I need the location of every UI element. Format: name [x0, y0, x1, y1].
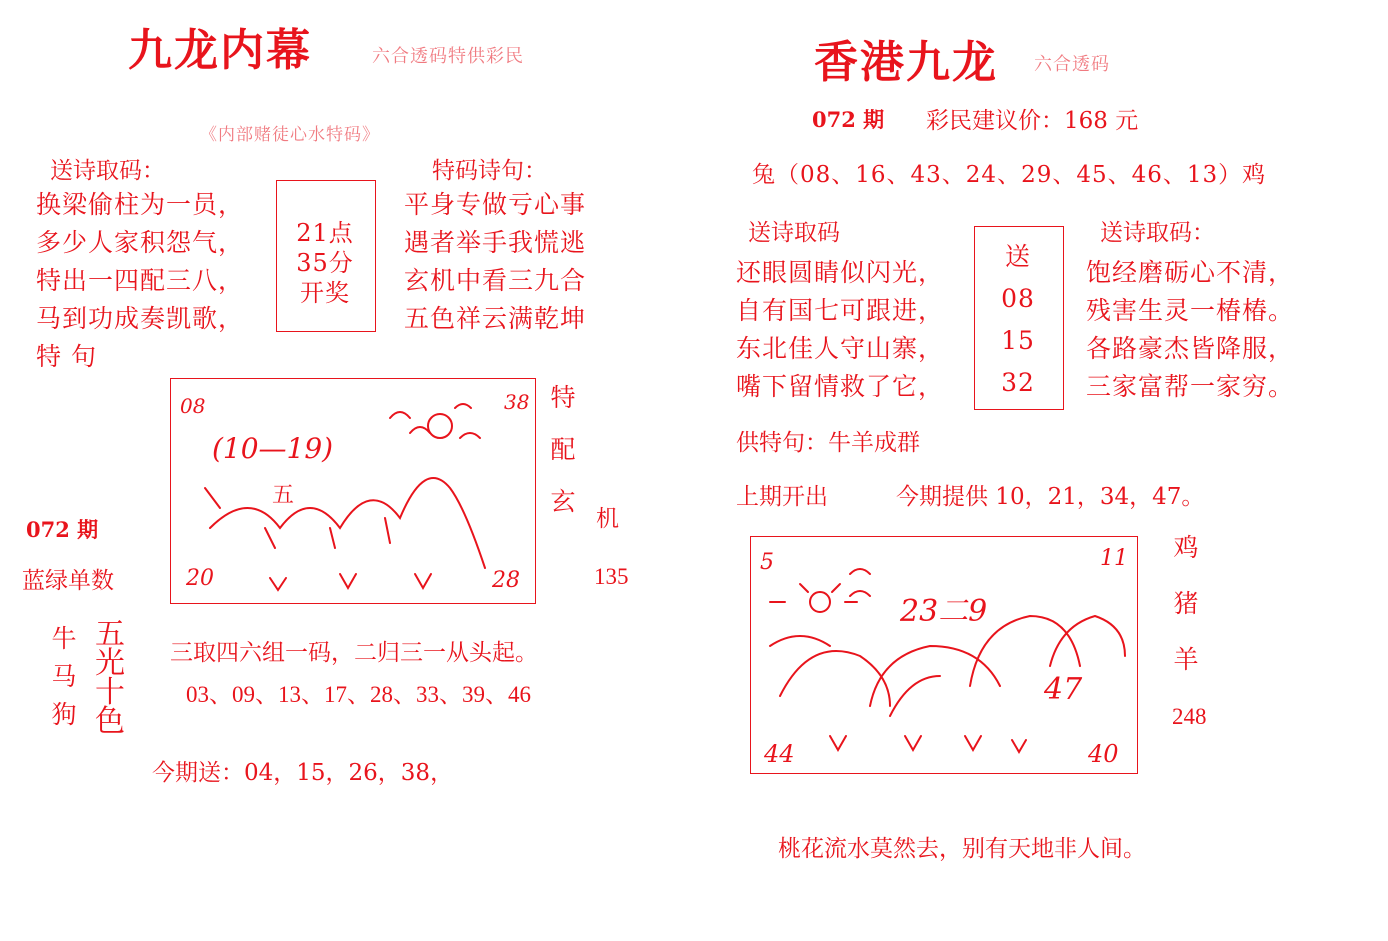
right-poem-right [1086, 254, 1294, 406]
ji-number: 135 [594, 564, 629, 589]
last-issue: 上期开出 [736, 484, 828, 510]
right-poem-left-header: 送诗取码 [748, 220, 840, 246]
poem-line: 平身专做亏心事 [404, 190, 587, 219]
left-poem-left-header: 送诗取码： [50, 158, 165, 184]
left-subtitle: 六合透码特供彩民 [372, 46, 524, 67]
left-poem-left [36, 186, 244, 376]
side-char: 鸡 [1173, 533, 1199, 562]
zodiac-col [46, 620, 82, 734]
poem-line: 多少人家积怨气， [36, 228, 245, 257]
five-colors-char: 五 [95, 617, 125, 652]
left-sketch-middle: (10—19) [212, 432, 334, 465]
poem-line: 五色祥云满乾坤 [404, 304, 587, 333]
right-footer: 桃花流水莫然去，别有天地非人间。 [778, 836, 1146, 862]
send-line: 15 [1001, 326, 1035, 355]
five-colors-col [90, 617, 130, 739]
right-sketch-bl: 44 [764, 740, 795, 768]
left-issue: 072 期 [26, 517, 99, 542]
right-price: 彩民建议价：168 元 [926, 108, 1139, 134]
poem-line: 残害生灵一椿椿。 [1086, 296, 1295, 325]
right-issue: 072 期 [812, 107, 885, 132]
poem-line: 遇者举手我慌逃 [404, 228, 587, 257]
send-line: 32 [1001, 368, 1035, 397]
draw-time-line: 开奖 [300, 279, 350, 307]
five-colors-char: 色 [95, 704, 125, 739]
side-char: 特 [550, 383, 576, 412]
left-sketch-br: 28 [492, 568, 520, 593]
zodiac: 马 [51, 662, 77, 691]
right-side-col [1170, 520, 1202, 688]
zodiac: 狗 [51, 700, 77, 729]
send-line: 08 [1001, 284, 1035, 313]
left-sketch-bl: 20 [186, 566, 214, 591]
poem-line: 换梁偷柱为一员， [36, 190, 245, 219]
left-side-col [548, 372, 578, 528]
left-title: 九龙内幕 [128, 25, 312, 76]
send-line: 送 [1004, 242, 1031, 271]
poem-line: 特 句 [36, 342, 97, 371]
right-sketch-mid2: 47 [1044, 672, 1083, 707]
draw-time [276, 218, 374, 308]
poem-line: 玄机中看三九合 [404, 266, 587, 295]
provide-line: 今期提供 10，21，34，47。 [896, 484, 1205, 510]
left-sketch-drawing [170, 378, 534, 602]
poem-line: 东北佳人守山寨， [736, 334, 945, 363]
ji-label: 机 [596, 506, 619, 532]
poem-line: 自有国七可跟进， [736, 296, 945, 325]
draw-time-line: 35分 [296, 249, 354, 277]
send-box-content [974, 236, 1062, 404]
numbers-line: 03、09、13、17、28、33、39、46 [186, 682, 531, 707]
left-hint: 蓝绿单数 [22, 568, 114, 594]
side-char: 羊 [1173, 645, 1199, 674]
right-title: 香港九龙 [814, 37, 998, 88]
right-side-number: 248 [1172, 704, 1207, 729]
poem-line: 各路豪杰皆降服， [1086, 334, 1295, 363]
zodiac: 牛 [51, 624, 77, 653]
rule-line: 三取四六组一码，二归三一从头起。 [170, 640, 538, 666]
side-char: 猪 [1173, 589, 1199, 618]
five-colors-char: 十 [95, 675, 125, 710]
poem-line: 嘴下留情救了它， [736, 372, 945, 401]
draw-time-line: 21点 [296, 219, 354, 247]
right-number-line: 兔（08、16、43、24、29、45、46、13）鸡 [752, 162, 1267, 188]
right-poem-right-header: 送诗取码： [1100, 220, 1215, 246]
poem-line: 特出一四配三八， [36, 266, 245, 295]
poem-line: 马到功成奏凯歌， [36, 304, 245, 333]
left-poem-right [404, 186, 586, 338]
right-sketch-drawing [750, 536, 1136, 772]
special-line: 供特句：牛羊成群 [736, 430, 920, 456]
left-sketch-tr: 38 [504, 390, 530, 414]
right-sketch-tr: 11 [1100, 546, 1128, 571]
left-sketch-tl: 08 [180, 394, 206, 418]
today-send: 今期送：04，15，26，38， [152, 760, 454, 786]
right-sketch-br: 40 [1088, 740, 1119, 768]
right-sketch-middle: 23二9 [900, 594, 988, 629]
side-char: 配 [550, 435, 576, 464]
right-poem-left [736, 254, 944, 406]
left-poem-right-header: 特码诗句： [432, 158, 547, 184]
right-sketch-tl: 5 [760, 550, 774, 575]
five-colors-char: 光 [95, 646, 125, 681]
poem-line: 饱经磨砺心不清， [1086, 258, 1295, 287]
left-sketch-wu: 五 [272, 483, 295, 508]
poem-line: 三家富帮一家穷。 [1086, 372, 1295, 401]
right-subtitle: 六合透码 [1034, 54, 1110, 75]
left-tagline: 《内部赌徒心水特码》 [200, 125, 380, 145]
poem-line: 还眼圆睛似闪光， [736, 258, 945, 287]
side-char: 玄 [550, 487, 576, 516]
